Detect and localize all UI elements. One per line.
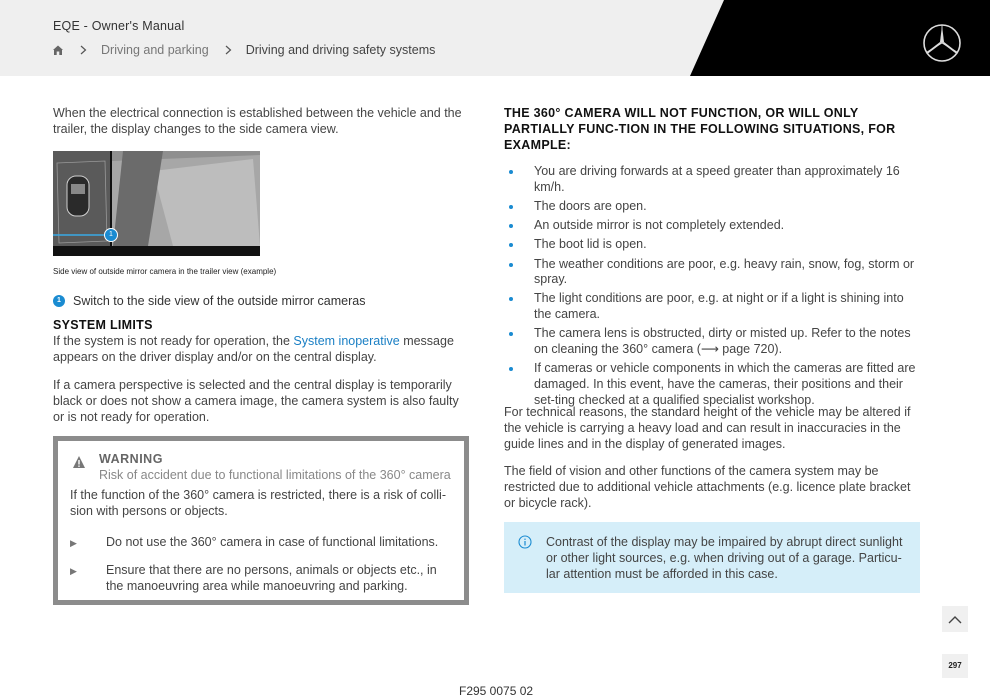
limitations-heading: THE 360° CAMERA WILL NOT FUNCTION, OR WILL ONLY PARTIALLY FUNC-TION IN THE FOLLOWING SITUATIONS, FOR EXAMPLE: [504,106,896,152]
camera-faulty-text: If a camera perspective is selected and the central display is temporarily black or does not show a camera image, the camera system is also faulty or is not ready for operation. [53,378,459,424]
scroll-to-top-button[interactable] [942,606,968,632]
info-box [504,522,920,593]
figure-code: F295 0075 02 [459,684,534,698]
breadcrumb-item-driving-and-parking[interactable]: Driving and parking [101,43,209,57]
warning-item: ▶ Do not use the 360° camera in case of functional limitations. [70,535,439,549]
page-number: 297 [942,654,968,678]
list-item: The doors are open. [504,199,922,215]
list-item: The camera lens is obstructed, dirty or misted up. Refer to the notes on cleaning the 360° camera (⟶ page 720). [504,326,922,357]
breadcrumb-item-current[interactable]: Driving and driving safety systems [245,43,436,57]
limitations-section [504,105,922,412]
warning-box [53,436,469,605]
warning-title: WARNING [99,452,163,466]
chevron-up-icon [948,615,962,624]
field-of-vision-paragraph: The field of vision and other functions of the camera system may be restricted due to additional vehicle attachments (e.g. licence plate bracket or bicycle rack). [504,464,911,510]
play-bullet-icon: ▶ [70,566,77,576]
list-item: The light conditions are poor, e.g. at night or if a light is shining into the camera. [504,291,922,322]
warning-body: If the function of the 360° camera is restricted, there is a risk of colli-sion with persons or objects. [70,488,446,518]
warning-subtitle: Risk of accident due to functional limitations of the 360° camera [99,468,451,482]
chevron-right-icon [225,42,232,58]
list-item: You are driving forwards at a speed greater than approximately 16 km/h. [504,164,922,195]
bullet-dot [509,170,513,174]
info-text: Contrast of the display may be impaired by abrupt direct sunlight or other light sources, e.g. when driving out of a garage. Particu-lar attention must be afforded in this case. [546,535,903,581]
system-inoperative-link[interactable]: System inoperative [293,334,400,348]
system-limits-heading: SYSTEM LIMITS [53,318,153,332]
play-bullet-icon: ▶ [70,538,77,548]
breadcrumb [52,42,435,58]
image-callout-1: 1 [104,228,118,242]
callout-badge-1: 1 [53,295,65,307]
system-limits-section [53,318,473,365]
chevron-right-icon [80,42,87,58]
intro-text: When the electrical connection is established between the vehicle and the trailer, the display changes to the side camera view. [53,106,462,136]
bullet-dot [509,243,513,247]
technical-reasons-paragraph: For technical reasons, the standard height of the vehicle may be altered if the vehicle is carrying a heavy load and can result in inaccuracies in the guide lines and in the display of generated images. [504,405,911,451]
bullet-dot [509,205,513,209]
home-icon[interactable] [52,44,64,56]
intro-paragraph [53,105,473,137]
mercedes-star-logo[interactable] [922,23,962,63]
trailer-side-view-image [53,151,260,256]
warning-triangle-icon [72,455,86,469]
bullet-dot [509,224,513,228]
list-item: The boot lid is open. [504,237,922,253]
list-item: If cameras or vehicle components in which the cameras are fitted are damaged. In this event, have the cameras, their positions and their set-ting checked at a qualified specialist workshop. [504,361,922,408]
warning-item: ▶ Ensure that there are no persons, animals or objects etc., in the manoeuvring area while manoeuvring and parking. [70,563,437,593]
switch-instruction [53,294,365,308]
manual-title: EQE - Owner's Manual [53,19,185,33]
system-limits-text: If the system is not ready for operation, the System inoperative message appears on the driver display and/or on the central display. [53,334,454,364]
page-header [0,0,990,76]
info-icon [518,535,532,549]
list-item: An outside mirror is not completely extended. [504,218,922,234]
camera-faulty-paragraph [53,377,473,425]
image-caption: Side view of outside mirror camera in the trailer view (example) [53,267,277,276]
list-item: The weather conditions are poor, e.g. heavy rain, snow, fog, storm or spray. [504,257,922,288]
bullet-dot [509,332,513,336]
bullet-dot [509,297,513,301]
bullet-dot [509,367,513,371]
limitations-list [504,164,922,408]
switch-text: Switch to the side view of the outside mirror cameras [73,294,366,308]
bullet-dot [509,263,513,267]
